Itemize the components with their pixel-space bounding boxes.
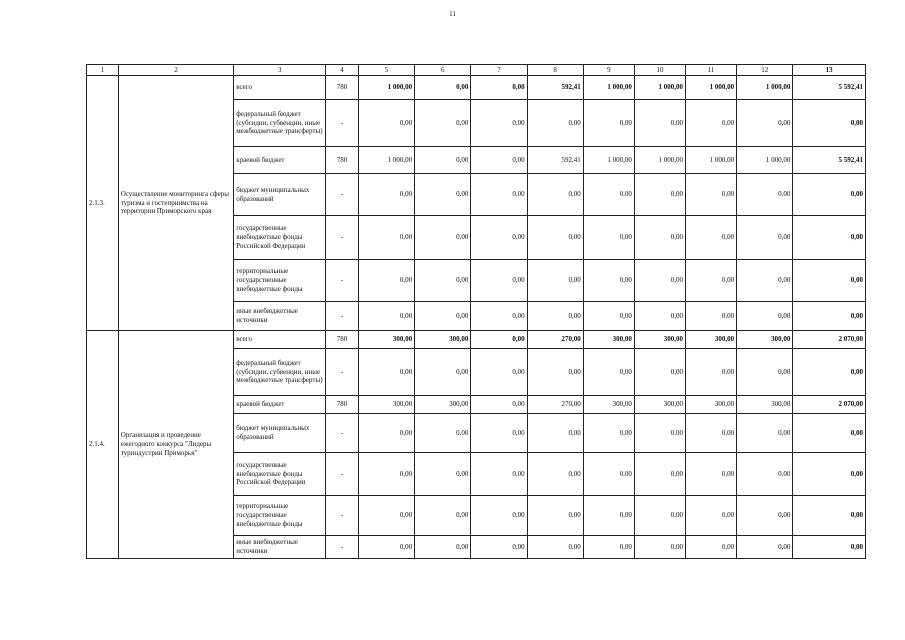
total-value: 0,00 <box>793 453 866 496</box>
amount-value: 0,00 <box>358 100 414 147</box>
amount-value: 0,00 <box>471 414 527 453</box>
amount-value: 0,00 <box>527 100 583 147</box>
amount-value: 0,00 <box>583 349 634 396</box>
total-value: 0,00 <box>793 216 866 260</box>
funding-source: государственные внебюджетные фонды Российской Федерации <box>234 453 326 496</box>
funding-source: иные внебюджетные источники <box>234 536 326 559</box>
amount-value: 0,00 <box>634 496 685 536</box>
amount-value: 270,00 <box>527 396 583 414</box>
amount-value: 0,00 <box>634 536 685 559</box>
amount-value: 0,00 <box>471 302 527 331</box>
amount-value: 0,00 <box>583 453 634 496</box>
amount-value: 0,00 <box>527 349 583 396</box>
amount-value: 0,00 <box>527 216 583 260</box>
amount-value: 0,00 <box>471 331 527 349</box>
amount-value: 0,00 <box>527 453 583 496</box>
column-header: 4 <box>326 65 359 76</box>
table-row <box>87 76 866 100</box>
amount-value: 0,00 <box>358 260 414 302</box>
amount-value: 0,00 <box>415 76 471 100</box>
amount-value: 1 000,00 <box>737 147 793 174</box>
amount-value: 300,00 <box>737 331 793 349</box>
amount-value: 0,00 <box>415 349 471 396</box>
amount-value: 0,00 <box>358 453 414 496</box>
total-value: 0,00 <box>793 496 866 536</box>
amount-value: 0,00 <box>737 174 793 216</box>
responsible-code: 780 <box>326 331 359 349</box>
amount-value: 0,00 <box>415 414 471 453</box>
amount-value: 300,00 <box>583 331 634 349</box>
funding-source: иные внебюджетные источники <box>234 302 326 331</box>
amount-value: 1 000,00 <box>583 147 634 174</box>
column-header: 8 <box>527 65 583 76</box>
amount-value: 0,00 <box>634 302 685 331</box>
responsible-code: - <box>326 414 359 453</box>
amount-value: 0,00 <box>471 396 527 414</box>
total-value: 2 070,00 <box>793 331 866 349</box>
amount-value: 0,00 <box>737 100 793 147</box>
amount-value: 300,00 <box>583 396 634 414</box>
amount-value: 0,00 <box>415 260 471 302</box>
amount-value: 1 000,00 <box>686 76 737 100</box>
amount-value: 270,00 <box>527 331 583 349</box>
responsible-code: - <box>326 260 359 302</box>
total-value: 2 070,00 <box>793 396 866 414</box>
amount-value: 0,00 <box>415 100 471 147</box>
amount-value: 300,00 <box>634 331 685 349</box>
amount-value: 0,00 <box>686 100 737 147</box>
amount-value: 0,00 <box>583 536 634 559</box>
total-value: 0,00 <box>793 349 866 396</box>
amount-value: 0,00 <box>737 453 793 496</box>
funding-source: федеральный бюджет (субсидии, субвенции, иные межбюджетные трансферты) <box>234 100 326 147</box>
column-header: 12 <box>737 65 793 76</box>
funding-source: бюджет муниципальных образований <box>234 174 326 216</box>
amount-value: 0,00 <box>471 76 527 100</box>
amount-value: 0,00 <box>737 260 793 302</box>
amount-value: 0,00 <box>471 536 527 559</box>
amount-value: 1 000,00 <box>358 147 414 174</box>
table-row <box>87 331 866 349</box>
amount-value: 0,00 <box>471 453 527 496</box>
responsible-code: 780 <box>326 147 359 174</box>
funding-source: всего <box>234 331 326 349</box>
amount-value: 1 000,00 <box>583 76 634 100</box>
amount-value: 0,00 <box>634 174 685 216</box>
amount-value: 0,00 <box>686 216 737 260</box>
column-header: 13 <box>793 65 866 76</box>
amount-value: 0,00 <box>583 100 634 147</box>
responsible-code: - <box>326 536 359 559</box>
responsible-code: - <box>326 100 359 147</box>
column-header: 3 <box>234 65 326 76</box>
funding-source: государственные внебюджетные фонды Российской Федерации <box>234 216 326 260</box>
amount-value: 300,00 <box>634 396 685 414</box>
amount-value: 0,00 <box>686 496 737 536</box>
amount-value: 0,00 <box>358 536 414 559</box>
amount-value: 0,00 <box>686 414 737 453</box>
amount-value: 1 000,00 <box>686 147 737 174</box>
amount-value: 0,00 <box>737 414 793 453</box>
amount-value: 592,41 <box>527 76 583 100</box>
total-value: 0,00 <box>793 174 866 216</box>
amount-value: 0,00 <box>686 349 737 396</box>
funding-source: федеральный бюджет (субсидии, субвенции, иные межбюджетные трансферты) <box>234 349 326 396</box>
amount-value: 0,00 <box>583 302 634 331</box>
amount-value: 0,00 <box>527 260 583 302</box>
amount-value: 0,00 <box>737 216 793 260</box>
amount-value: 0,00 <box>415 536 471 559</box>
activity-code: 2.1.4. <box>87 331 119 559</box>
amount-value: 0,00 <box>583 216 634 260</box>
column-header: 1 <box>87 65 119 76</box>
total-value: 0,00 <box>793 100 866 147</box>
amount-value: 0,00 <box>527 174 583 216</box>
column-header: 5 <box>358 65 414 76</box>
amount-value: 300,00 <box>686 331 737 349</box>
amount-value: 0,00 <box>686 453 737 496</box>
amount-value: 0,00 <box>358 174 414 216</box>
amount-value: 0,00 <box>527 496 583 536</box>
amount-value: 300,00 <box>358 396 414 414</box>
amount-value: 0,00 <box>634 453 685 496</box>
responsible-code: - <box>326 453 359 496</box>
responsible-code: 780 <box>326 76 359 100</box>
column-header: 10 <box>634 65 685 76</box>
amount-value: 0,00 <box>471 100 527 147</box>
amount-value: 0,00 <box>583 414 634 453</box>
funding-source: бюджет муниципальных образований <box>234 414 326 453</box>
amount-value: 0,00 <box>471 260 527 302</box>
total-value: 5 592,41 <box>793 147 866 174</box>
amount-value: 0,00 <box>686 536 737 559</box>
amount-value: 0,00 <box>415 216 471 260</box>
funding-source: территориальные государственные внебюджетные фонды <box>234 260 326 302</box>
amount-value: 0,00 <box>583 174 634 216</box>
total-value: 0,00 <box>793 536 866 559</box>
amount-value: 300,00 <box>737 396 793 414</box>
responsible-code: 780 <box>326 396 359 414</box>
funding-source: краевой бюджет <box>234 396 326 414</box>
total-value: 0,00 <box>793 414 866 453</box>
amount-value: 0,00 <box>358 302 414 331</box>
amount-value: 300,00 <box>415 396 471 414</box>
funding-source: краевой бюджет <box>234 147 326 174</box>
amount-value: 592,41 <box>527 147 583 174</box>
amount-value: 0,00 <box>415 147 471 174</box>
amount-value: 0,00 <box>471 174 527 216</box>
amount-value: 0,00 <box>527 302 583 331</box>
amount-value: 0,00 <box>471 349 527 396</box>
amount-value: 0,00 <box>471 496 527 536</box>
column-header: 7 <box>471 65 527 76</box>
amount-value: 0,00 <box>583 260 634 302</box>
budget-table <box>86 64 866 559</box>
funding-source: территориальные государственные внебюджетные фонды <box>234 496 326 536</box>
amount-value: 300,00 <box>358 331 414 349</box>
amount-value: 1 000,00 <box>737 76 793 100</box>
amount-value: 0,00 <box>415 496 471 536</box>
column-header: 6 <box>415 65 471 76</box>
total-value: 0,00 <box>793 260 866 302</box>
activity-name: Организация и проведение ежегодного конкурса "Лидеры туриндустрии Приморья" <box>118 331 234 559</box>
column-header: 11 <box>686 65 737 76</box>
amount-value: 0,00 <box>527 414 583 453</box>
amount-value: 0,00 <box>634 349 685 396</box>
responsible-code: - <box>326 174 359 216</box>
amount-value: 1 000,00 <box>634 147 685 174</box>
amount-value: 0,00 <box>358 216 414 260</box>
amount-value: 0,00 <box>358 414 414 453</box>
activity-code: 2.1.3. <box>87 76 119 331</box>
amount-value: 1 000,00 <box>358 76 414 100</box>
column-header: 2 <box>118 65 234 76</box>
amount-value: 0,00 <box>527 536 583 559</box>
column-header: 9 <box>583 65 634 76</box>
amount-value: 0,00 <box>634 100 685 147</box>
responsible-code: - <box>326 496 359 536</box>
amount-value: 300,00 <box>686 396 737 414</box>
amount-value: 0,00 <box>358 349 414 396</box>
activity-name: Осуществление мониторинга сферы туризма и гостеприимства на территории Приморского края <box>118 76 234 331</box>
amount-value: 0,00 <box>737 302 793 331</box>
amount-value: 0,00 <box>358 496 414 536</box>
total-value: 0,00 <box>793 302 866 331</box>
amount-value: 300,00 <box>415 331 471 349</box>
amount-value: 0,00 <box>415 174 471 216</box>
amount-value: 0,00 <box>415 453 471 496</box>
amount-value: 0,00 <box>471 216 527 260</box>
column-number-row <box>87 65 866 76</box>
amount-value: 0,00 <box>737 536 793 559</box>
amount-value: 1 000,00 <box>634 76 685 100</box>
total-value: 5 592,41 <box>793 76 866 100</box>
amount-value: 0,00 <box>634 260 685 302</box>
amount-value: 0,00 <box>686 302 737 331</box>
responsible-code: - <box>326 216 359 260</box>
amount-value: 0,00 <box>471 147 527 174</box>
amount-value: 0,00 <box>634 414 685 453</box>
amount-value: 0,00 <box>686 174 737 216</box>
amount-value: 0,00 <box>415 302 471 331</box>
amount-value: 0,00 <box>737 349 793 396</box>
funding-source: всего <box>234 76 326 100</box>
amount-value: 0,00 <box>737 496 793 536</box>
responsible-code: - <box>326 302 359 331</box>
responsible-code: - <box>326 349 359 396</box>
amount-value: 0,00 <box>686 260 737 302</box>
page-number: 11 <box>449 10 456 18</box>
amount-value: 0,00 <box>583 496 634 536</box>
amount-value: 0,00 <box>634 216 685 260</box>
